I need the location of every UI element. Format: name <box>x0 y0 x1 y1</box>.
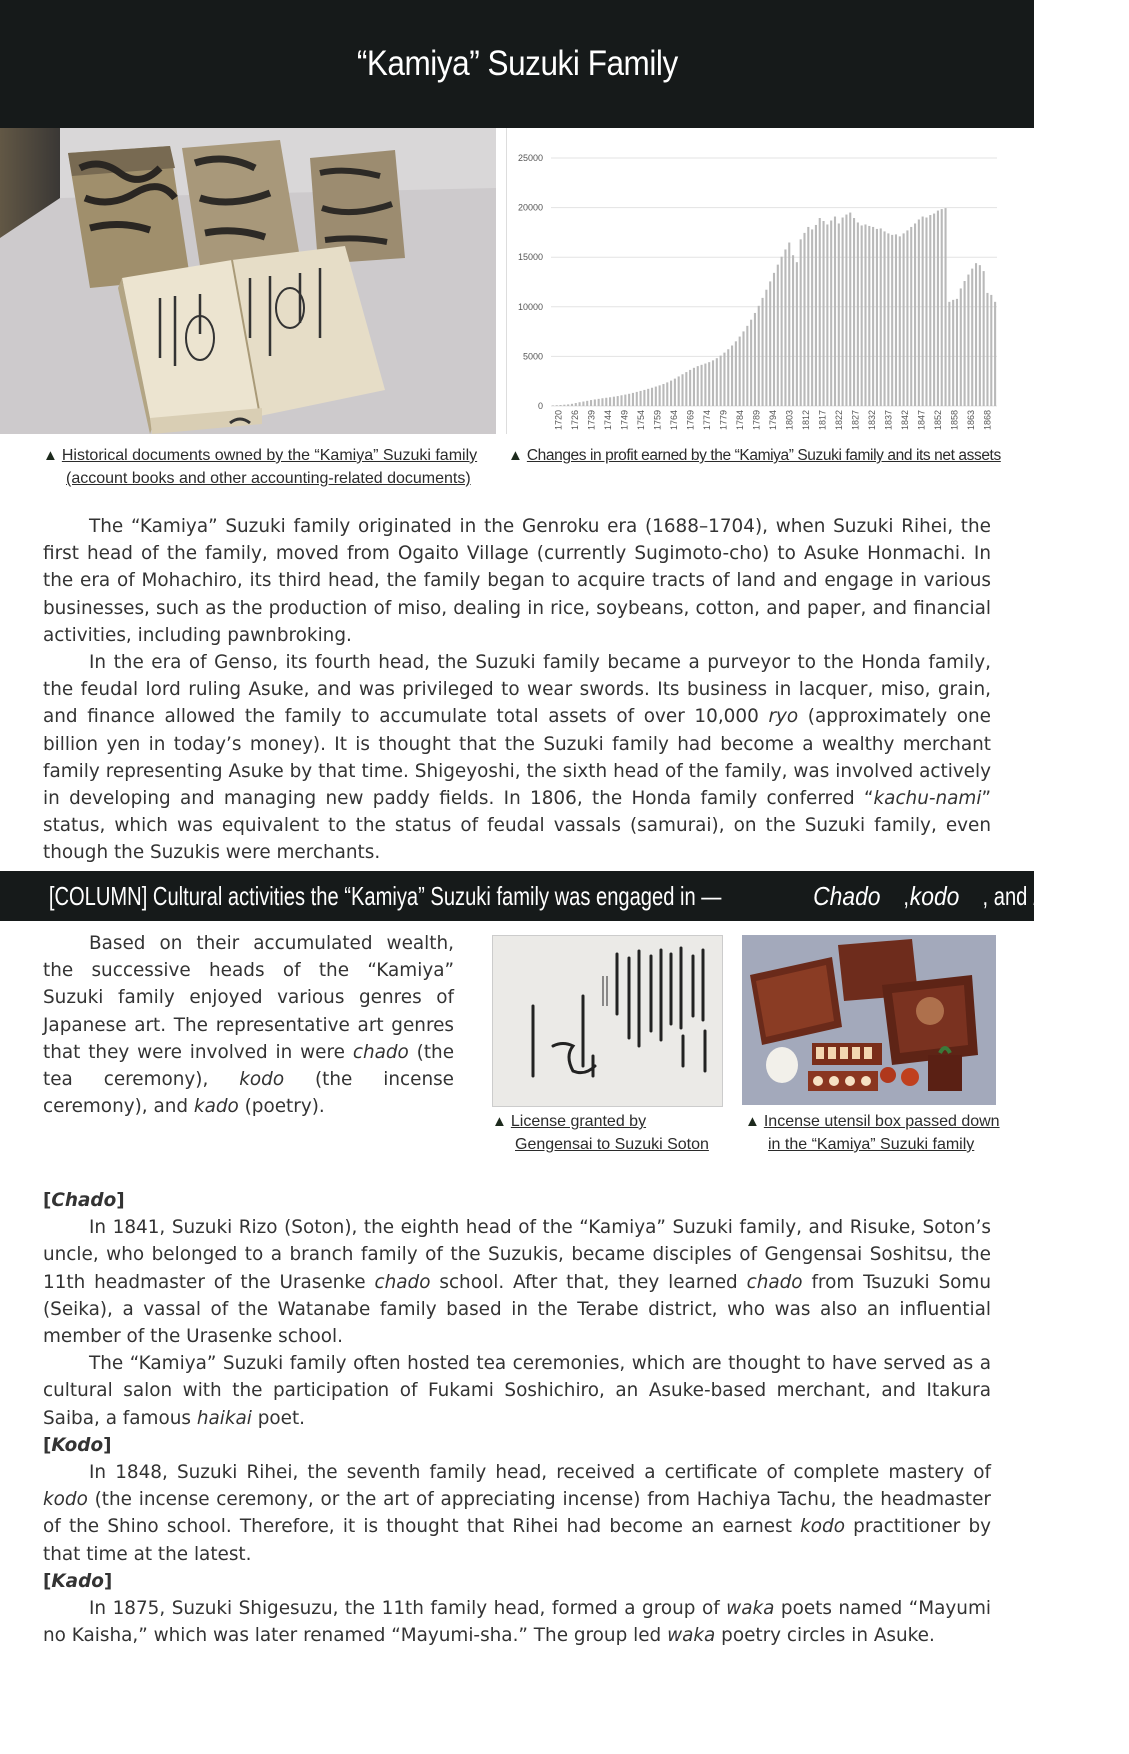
bar <box>632 393 634 406</box>
bar <box>887 233 889 406</box>
bar <box>960 288 962 406</box>
x-tick-label: 1754 <box>635 410 646 431</box>
bar <box>834 217 836 406</box>
bar <box>979 265 981 406</box>
bar <box>948 302 950 406</box>
bar <box>925 218 927 406</box>
bar <box>872 227 874 406</box>
bar <box>662 384 664 406</box>
bar <box>651 388 653 406</box>
bar <box>807 227 809 406</box>
bar <box>883 231 885 406</box>
bar <box>983 271 985 406</box>
bar <box>990 295 992 406</box>
x-tick-label: 1842 <box>900 410 911 431</box>
kado-p-c: poetry circles in Asuke. <box>715 1625 935 1647</box>
bar <box>559 405 561 406</box>
bar <box>601 398 603 406</box>
y-tick-label: 15000 <box>517 252 543 263</box>
bar <box>598 399 600 406</box>
bar <box>899 236 901 406</box>
chado-paragraph-1 <box>43 1214 991 1350</box>
bar <box>575 403 577 406</box>
caption-chart <box>508 444 1008 467</box>
bar <box>906 230 908 406</box>
chado-p2-b: poet. <box>251 1407 306 1429</box>
bar <box>967 275 969 406</box>
bar <box>918 220 920 406</box>
bar <box>670 381 672 406</box>
bar <box>701 365 703 406</box>
bar <box>697 366 699 406</box>
intro-p2-part-b: (approximately one billion yen in today’s money). It is thought that the Suzuki family had become a wealthy merchant family representing Asuke by that time. Shigeyoshi, the sixth head of the family, was involved actively in developing and managing new paddy fields. In 1806, the Honda family conferred “ <box>43 706 991 810</box>
bar <box>708 362 710 406</box>
bar <box>781 257 783 406</box>
bar <box>727 349 729 406</box>
bar <box>826 224 828 406</box>
chado-p1-c: from Tsuzuki Somu (Seika), a vassal of the Watanabe family based in the Terabe district, who was also an influential member of the Urasenke school. <box>43 1271 991 1348</box>
column-header-sep2: , and <box>982 880 1028 911</box>
bar <box>853 218 855 406</box>
x-tick-label: 1749 <box>619 410 630 431</box>
bar <box>922 217 924 406</box>
column-sections <box>43 1187 991 1649</box>
x-tick-label: 1764 <box>668 410 679 431</box>
bar <box>811 229 813 406</box>
chado-p1-b: school. After that, they learned <box>430 1271 747 1293</box>
column-header-chado: Chado <box>813 880 881 911</box>
bar <box>609 397 611 406</box>
profit-chart-svg <box>507 128 1035 434</box>
chado-p2-haikai: haikai <box>196 1407 252 1429</box>
bar <box>758 306 760 406</box>
bar <box>716 358 718 406</box>
bar <box>830 220 832 406</box>
triangle-icon: ▲ <box>745 1113 760 1130</box>
bar <box>659 385 661 406</box>
bar <box>864 224 866 406</box>
x-tick-label: 1868 <box>982 410 993 431</box>
x-tick-label: 1803 <box>784 410 795 431</box>
bar <box>735 341 737 406</box>
bar <box>647 389 649 406</box>
bar <box>723 353 725 406</box>
title-bar <box>0 0 1034 128</box>
bar <box>891 235 893 406</box>
bracket-open: [ <box>43 1570 52 1592</box>
column-intro-b: (the tea ceremony), <box>43 1041 455 1091</box>
bar <box>769 281 771 406</box>
kodo-p-b: (the incense ceremony, or the art of appreciating incense) from Hachiya Tachu, the headmaster of the Shino school. Therefore, it is thought that Rihei had become an earnest <box>43 1489 991 1538</box>
column-intro-text <box>43 930 454 1120</box>
chado-p1-i1: chado <box>374 1271 431 1293</box>
column-intro-d: (poetry). <box>238 1096 325 1118</box>
column-header-sep1: , <box>903 880 910 911</box>
bar <box>720 356 722 406</box>
bracket-open: [ <box>43 1190 52 1211</box>
kado-p-a: In 1875, Suzuki Shigesuzu, the 11th family head, formed a group of <box>89 1598 727 1620</box>
bar <box>754 313 756 406</box>
bar <box>731 345 733 406</box>
bar <box>944 208 946 406</box>
bar <box>937 211 939 406</box>
bar <box>914 223 916 406</box>
triangle-icon: ▲ <box>508 447 523 464</box>
x-tick-label: 1832 <box>867 410 878 431</box>
intro-p2-part-c: ” status, which was equivalent to the status of feudal vassals (samurai), on the Suzuki family, even though the Suzukis were merchants. <box>43 788 991 864</box>
caption-docs-line1: Historical documents owned by the “Kamiya” Suzuki family <box>61 447 478 464</box>
bar <box>563 405 565 406</box>
bar <box>666 382 668 406</box>
column-header-text: [COLUMN] Cultural activities the “Kamiya” Suzuki family was engaged in — <box>48 880 722 911</box>
bar <box>815 225 817 406</box>
x-tick-label: 1726 <box>569 410 580 431</box>
bar <box>636 392 638 406</box>
chado-p1-i2: chado <box>746 1271 803 1293</box>
kodo-paragraph <box>43 1459 991 1568</box>
bar <box>845 215 847 406</box>
bar <box>693 368 695 406</box>
intro-p2-part-a: In the era of Genso, its fourth head, the Suzuki family became a purveyor to the Honda family, the feudal lord ruling Asuke, and was privileged to wear swords. Its business in lacquer, miso, grain, and finance allowed the family to accumulate total assets of over 10,000 <box>43 652 991 728</box>
bar <box>643 390 645 406</box>
incense-box-image <box>742 935 996 1105</box>
bar <box>552 405 554 406</box>
section-heading-kodo-text: Kodo <box>51 1434 104 1456</box>
bar <box>788 243 790 406</box>
bar <box>590 400 592 406</box>
caption-license <box>492 1110 732 1156</box>
column-intro-chado: chado <box>352 1041 409 1063</box>
bar <box>929 215 931 406</box>
bar <box>620 395 622 406</box>
bracket-close: ] <box>103 1570 113 1592</box>
caption-chart-text: Changes in profit earned by the “Kamiya” Suzuki family and its net assets <box>526 447 1001 464</box>
caption-box-line1: Incense utensil box passed down <box>763 1113 1000 1130</box>
x-tick-label: 1822 <box>834 410 845 431</box>
bar <box>784 249 786 406</box>
bar <box>819 218 821 406</box>
intro-paragraph-1: The “Kamiya” Suzuki family originated in the Genroku era (1688–1704), when Suzuki Rihei, the first head of the family, moved from Ogaito Village (currently Sugimoto-cho) to Asuke Honmachi. In the era of Mohachiro, its third head, the family began to acquire tracts of land and engage in various businesses, such as the production of miso, dealing in rice, soybeans, cotton, and paper, and financial activities, including pawnbroking. <box>43 516 991 646</box>
bar <box>861 225 863 406</box>
bar <box>762 298 764 406</box>
bracket-open: [ <box>43 1434 52 1456</box>
bar <box>746 326 748 406</box>
x-tick-label: 1784 <box>734 410 745 431</box>
bar <box>567 404 569 406</box>
x-tick-label: 1720 <box>553 410 564 431</box>
bar <box>964 281 966 406</box>
bracket-close: ] <box>103 1434 112 1456</box>
bar <box>941 209 943 406</box>
bar <box>689 370 691 406</box>
bar <box>579 402 581 406</box>
profit-chart <box>506 128 1035 434</box>
bar <box>582 402 584 406</box>
bar <box>571 404 573 406</box>
x-tick-label: 1774 <box>701 410 712 431</box>
bar <box>586 401 588 406</box>
caption-license-line2: Gengensai to Suzuki Soton <box>515 1136 709 1153</box>
bar <box>712 360 714 406</box>
caption-box-line2: in the “Kamiya” Suzuki family <box>768 1136 975 1153</box>
bar <box>933 214 935 406</box>
section-heading-kado <box>43 1568 991 1595</box>
y-tick-label: 25000 <box>517 153 543 163</box>
bar <box>838 223 840 406</box>
caption-historical-documents <box>43 444 493 490</box>
license-document-image <box>492 935 723 1107</box>
bar <box>956 299 958 406</box>
bar <box>880 228 882 406</box>
bar <box>655 387 657 406</box>
kado-p-i1: waka <box>726 1598 775 1620</box>
intro-paragraph-2 <box>43 649 991 867</box>
column-intro-paragraph <box>43 930 454 1120</box>
x-tick-label: 1739 <box>586 410 597 431</box>
bar <box>952 300 954 406</box>
y-tick-label: 5000 <box>522 351 543 362</box>
bar <box>617 396 619 406</box>
x-tick-label: 1789 <box>751 410 762 431</box>
chado-p1-a: In 1841, Suzuki Rizo (Soton), the eighth head of the “Kamiya” Suzuki family, and Risuke, Soton’s uncle, who belonged to a branch family of the Suzukis, became disciples of Gengensai Soshitsu, the 11th headmaster of the Urasenke <box>43 1217 991 1293</box>
y-tick-label: 10000 <box>517 301 543 312</box>
bar <box>605 398 607 406</box>
y-tick-label: 20000 <box>517 202 543 213</box>
kodo-p-c: practitioner by that time at the latest. <box>43 1516 991 1565</box>
x-tick-label: 1779 <box>718 410 729 431</box>
bar <box>994 302 996 406</box>
section-heading-kodo <box>43 1432 991 1459</box>
bar <box>765 290 767 406</box>
x-tick-label: 1744 <box>602 410 613 431</box>
bar <box>704 364 706 406</box>
x-tick-label: 1827 <box>850 410 861 431</box>
caption-docs-line2: (account books and other accounting-related documents) <box>66 470 471 487</box>
column-intro-kado: kado <box>193 1096 239 1118</box>
kodo-p-a: In 1848, Suzuki Rihei, the seventh family head, received a certificate of complete mastery of <box>89 1462 991 1484</box>
y-tick-label: 0 <box>537 401 543 411</box>
column-intro-c: (the incense ceremony), and <box>43 1069 454 1118</box>
section-heading-chado-text: Chado <box>51 1190 117 1211</box>
bar <box>739 337 741 406</box>
kado-paragraph <box>43 1595 991 1649</box>
bracket-close: ] <box>116 1190 125 1211</box>
bar <box>685 372 687 406</box>
bar <box>857 222 859 406</box>
bar <box>986 293 988 406</box>
column-header-kodo: kodo <box>909 880 960 911</box>
x-tick-label: 1858 <box>949 410 960 431</box>
historical-documents-photo <box>0 128 496 434</box>
bar <box>628 394 630 406</box>
column-header-end: — <box>1105 880 1126 911</box>
intro-text <box>43 513 991 867</box>
x-tick-label: 1817 <box>817 410 828 431</box>
column-header-kado: kado <box>1033 880 1083 911</box>
kado-p-b: poets named “Mayumi no Kaisha,” which was later renamed “Mayumi-sha.” The group led <box>43 1598 991 1647</box>
bar <box>803 233 805 406</box>
bar <box>613 397 615 406</box>
kado-p-i2: waka <box>667 1625 716 1647</box>
caption-incense-box <box>745 1110 1015 1156</box>
kodo-p-i2: kodo <box>800 1516 845 1538</box>
bar <box>975 263 977 406</box>
bar <box>640 391 642 406</box>
bar <box>773 273 775 406</box>
x-tick-label: 1812 <box>801 410 812 431</box>
caption-license-line1: License granted by <box>510 1113 647 1130</box>
bar <box>792 255 794 406</box>
bar <box>796 262 798 406</box>
intro-p2-kachu-nami: kachu-nami <box>873 788 982 810</box>
bar <box>823 221 825 406</box>
chado-paragraph-2 <box>43 1350 991 1432</box>
intro-p2-ryo: ryo <box>768 706 799 728</box>
column-intro-kodo: kodo <box>239 1069 285 1091</box>
bar <box>556 405 558 406</box>
bar <box>849 213 851 406</box>
bar <box>903 233 905 406</box>
bar <box>842 218 844 406</box>
section-heading-kado-text: Kado <box>51 1570 104 1592</box>
x-tick-label: 1847 <box>916 410 927 431</box>
bar <box>674 379 676 406</box>
chado-p2-a: The “Kamiya” Suzuki family often hosted tea ceremonies, which are thought to have served as a cultural salon with the participation of Fukami Soshichiro, an Asuke-based merchant, and Itakura Saiba, a famous <box>43 1353 991 1429</box>
column-header-bar <box>0 871 1126 921</box>
bar <box>678 376 680 406</box>
x-tick-label: 1759 <box>652 410 663 431</box>
bar <box>594 399 596 406</box>
bar <box>800 239 802 406</box>
x-tick-label: 1837 <box>883 410 894 431</box>
bar <box>750 320 752 406</box>
page-title: “Kamiya” Suzuki Family <box>356 44 678 83</box>
kodo-p-i1: kodo <box>43 1489 88 1511</box>
bar <box>876 229 878 406</box>
column-header-title <box>26 881 1129 912</box>
triangle-icon: ▲ <box>492 1113 507 1130</box>
triangle-icon: ▲ <box>43 447 58 464</box>
bar <box>868 226 870 406</box>
bar <box>777 265 779 406</box>
bar <box>895 234 897 406</box>
section-heading-chado <box>43 1187 991 1214</box>
bar <box>910 227 912 406</box>
bar <box>624 395 626 406</box>
x-tick-label: 1863 <box>966 410 977 431</box>
column-intro-a: Based on their accumulated wealth, the successive heads of the “Kamiya” Suzuki family enjoyed various genres of Japanese art. The representative art genres that they were involved in were <box>43 933 454 1063</box>
x-tick-label: 1769 <box>685 410 696 431</box>
bar <box>971 269 973 406</box>
bar <box>681 374 683 406</box>
x-tick-label: 1794 <box>768 410 778 431</box>
x-tick-label: 1852 <box>933 410 944 431</box>
bar <box>742 331 744 406</box>
